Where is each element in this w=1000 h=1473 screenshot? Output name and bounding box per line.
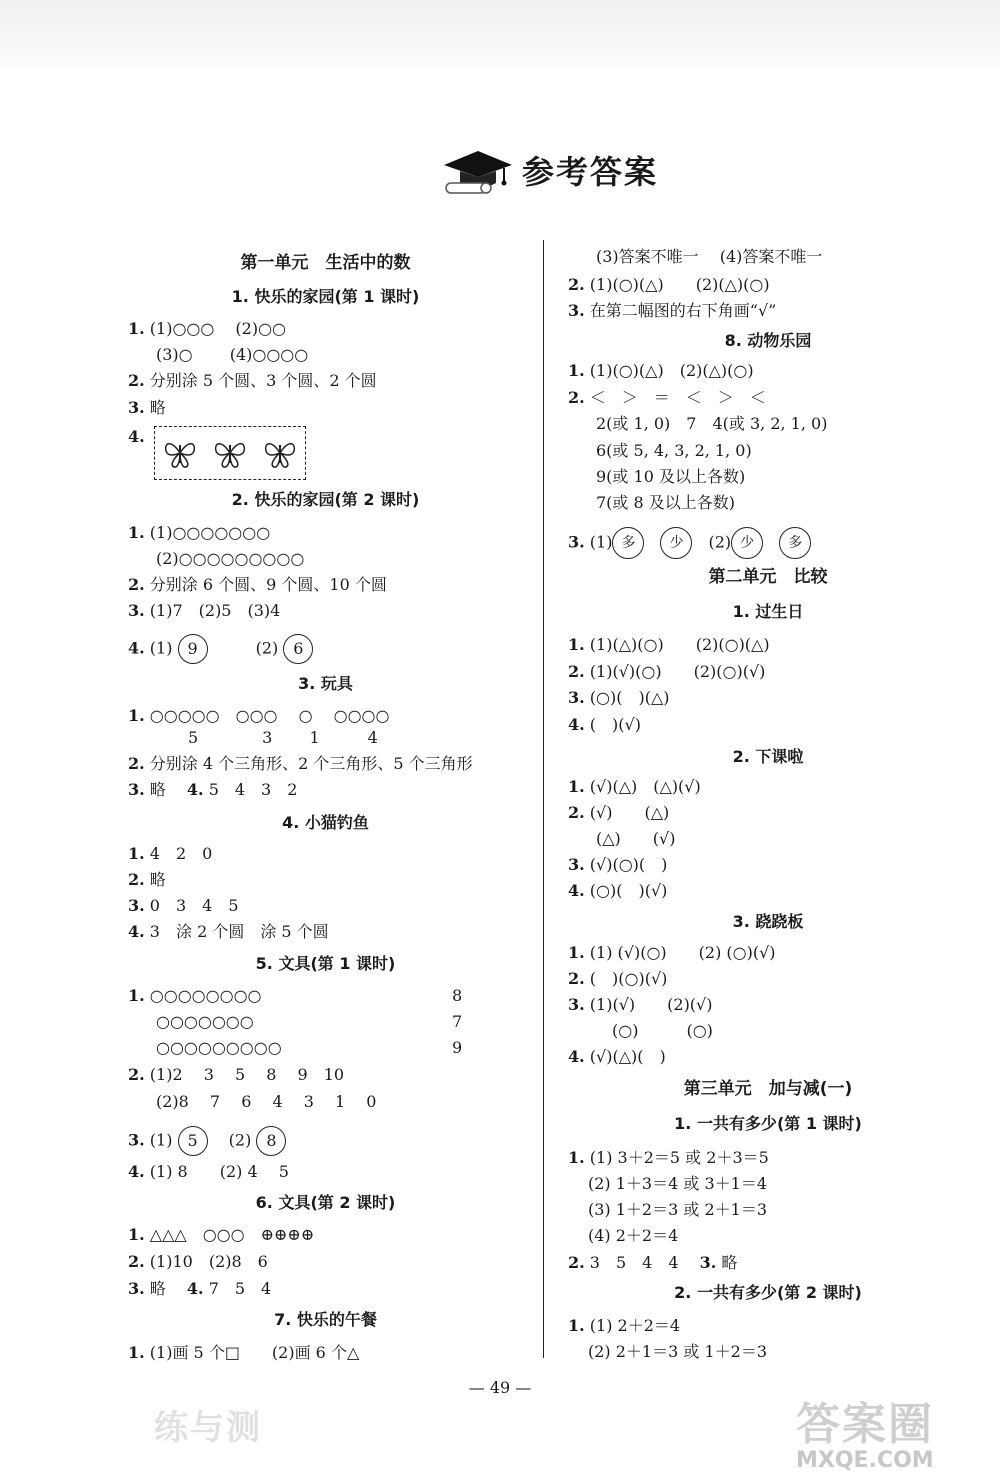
answer-line: 1. (1)画 5 个□ (2)画 6 个△	[128, 1343, 360, 1362]
answer-line: 2. 分别涂 4 个三角形、2 个三角形、5 个三角形	[128, 754, 473, 773]
circled-answer: 少	[660, 527, 692, 559]
answer-line: (2)8 7 6 4 3 1 0	[156, 1092, 377, 1111]
answer-line: 3. (1) 多 少 (2) 少 多	[568, 527, 811, 549]
answer-line: (2) 1＋3＝4 或 3＋1＝4	[588, 1174, 768, 1193]
answer-line: 1. ○○○○○○○○	[128, 986, 262, 1005]
answer-line: 3. (1)(√) (2)(√)	[568, 995, 713, 1014]
answer-line: (2) 2＋1＝3 或 1＋2＝3	[588, 1342, 768, 1361]
section-title: 5. 文具(第 1 课时)	[255, 954, 396, 973]
answer-line: (3) 1＋2＝3 或 2＋1＝3	[588, 1200, 768, 1219]
circled-answer: 8	[256, 1126, 286, 1156]
answer-line: 2. (1)(√)(○) (2)(○)(√)	[568, 662, 766, 681]
answer-line: 3. (√)(○)( )	[568, 855, 668, 874]
watermark-logo	[796, 1388, 934, 1473]
answer-line: 2. 分别涂 5 个圆、3 个圆、2 个圆	[128, 371, 377, 390]
answer-line: 2. (1)(○)(△) (2)(△)(○)	[568, 275, 770, 294]
answer-line: ○○○○○○○	[156, 1012, 254, 1031]
section-title: 1. 过生日	[732, 602, 804, 621]
section-title: 2. 下课啦	[732, 747, 804, 766]
answer-line: 2. 略	[128, 870, 166, 889]
header	[440, 140, 658, 200]
section-title: 1. 快乐的家园(第 1 课时)	[231, 287, 420, 306]
butterfly-box	[154, 426, 306, 480]
section-title: 1. 一共有多少(第 1 课时)	[674, 1114, 862, 1133]
answer-line: 4. (○)( )(√)	[568, 881, 668, 900]
unit-title: 第一单元 生活中的数	[240, 253, 411, 273]
unit-title: 第二单元 比较	[708, 567, 828, 587]
section-title: 2. 快乐的家园(第 2 课时)	[231, 490, 420, 509]
answer-line: (2)○○○○○○○○○	[156, 549, 305, 568]
answer-line: 1. (1)(△)(○) (2)(○)(△)	[568, 635, 770, 654]
answer-line: 2. ＜ ＞ ＝ ＜ ＞ ＜	[568, 388, 766, 407]
butterfly-icon	[163, 437, 197, 469]
answer-line: (△) (√)	[596, 829, 676, 848]
answer-line: 1. (√)(△) (△)(√)	[568, 777, 701, 796]
answer-line: 5 3 1 4	[156, 728, 378, 747]
answer-line: 4.	[128, 427, 145, 446]
section-title: 7. 快乐的午餐	[274, 1310, 377, 1329]
answer-line: 1. (1) 3＋2＝5 或 2＋3＝5	[568, 1148, 769, 1167]
answer-line: 1. △△△ ○○○ ⊕⊕⊕⊕	[128, 1225, 315, 1244]
answer-line: 9(或 10 及以上各数)	[596, 467, 746, 486]
watermark-left: 练与测	[154, 1408, 262, 1448]
unit-title: 第三单元 加与减(一)	[683, 1079, 853, 1099]
answer-line: 7(或 8 及以上各数)	[596, 493, 736, 512]
butterfly-icon	[213, 437, 247, 469]
section-title: 4. 小猫钓鱼	[282, 813, 369, 832]
answer-line: 2. 分别涂 6 个圆、9 个圆、10 个圆	[128, 575, 387, 594]
answer-line: 1. (1) 2＋2＝4	[568, 1316, 681, 1335]
answer-line: 2. (√) (△)	[568, 803, 670, 822]
column-divider	[543, 240, 544, 1358]
butterfly-icon	[263, 437, 297, 469]
answer-line: 4. 3 涂 2 个圆 涂 5 个圆	[128, 922, 329, 941]
watermark-text: 答案圈	[796, 1399, 934, 1450]
answer-line: 2. (1)2 3 5 8 9 10	[128, 1065, 345, 1084]
circled-answer: 5	[178, 1126, 208, 1156]
section-title: 2. 一共有多少(第 2 课时)	[674, 1283, 862, 1302]
answer-line: (3)答案不唯一 (4)答案不唯一	[596, 247, 823, 266]
answer-line: 1. (1) (√)(○) (2) (○)(√)	[568, 943, 776, 962]
graduation-cap-icon	[440, 143, 514, 197]
answer-line: 3. 略	[128, 398, 166, 417]
page-title: 参考答案	[522, 153, 659, 191]
answer-line: 3. 略 4. 7 5 4	[128, 1279, 272, 1298]
watermark-url: MXQE.COM	[796, 1448, 934, 1473]
answer-line: 4. (1) 9 (2) 6	[128, 634, 313, 656]
answer-line: 2. (1)10 (2)8 6	[128, 1252, 268, 1271]
answer-line: 1. 4 2 0	[128, 844, 213, 863]
answer-line: 4. ( )(√)	[568, 715, 641, 734]
circled-answer: 多	[779, 527, 811, 559]
answer-line: 1. ○○○○○ ○○○ ○ ○○○○	[128, 706, 390, 725]
answer-line: 2. ( )(○)(√)	[568, 969, 668, 988]
circled-answer: 少	[731, 527, 763, 559]
answer-line: 3. 略 4. 5 4 3 2	[128, 780, 298, 799]
answer-line: 4. (√)(△)( )	[568, 1047, 666, 1066]
page-number: — 49 —	[468, 1378, 532, 1397]
answer-line: (3)○ (4)○○○○	[156, 345, 309, 364]
answer-line: 2. 3 5 4 4 3. 略	[568, 1253, 738, 1272]
section-title: 3. 跷跷板	[732, 912, 804, 931]
circled-answer: 9	[178, 634, 208, 664]
section-title: 8. 动物乐园	[724, 331, 812, 350]
answer-line: 1. (1)○○○ (2)○○	[128, 319, 287, 338]
count-value: 8	[452, 986, 463, 1005]
answer-line: (○) (○)	[596, 1021, 713, 1040]
count-value: 7	[452, 1012, 463, 1031]
answer-line: 1. (1)(○)(△) (2)(△)(○)	[568, 361, 754, 380]
answer-line: 2(或 1, 0) 7 4(或 3, 2, 1, 0)	[596, 414, 828, 433]
section-title: 6. 文具(第 2 课时)	[255, 1193, 396, 1212]
circled-answer: 6	[283, 634, 313, 664]
answer-line: 4. (1) 8 (2) 4 5	[128, 1162, 289, 1181]
scan-top-band	[0, 0, 1000, 70]
answer-line: (4) 2＋2＝4	[588, 1226, 679, 1245]
circled-answer: 多	[612, 527, 644, 559]
answer-line: 3. (1)7 (2)5 (3)4	[128, 601, 281, 620]
answer-line: 3. 在第二幅图的右下角画“√”	[568, 301, 777, 320]
section-title: 3. 玩具	[298, 674, 353, 693]
answer-line: 3. 0 3 4 5	[128, 896, 239, 915]
count-value: 9	[452, 1038, 463, 1057]
answer-line: 1. (1)○○○○○○○	[128, 523, 271, 542]
answer-line: 6(或 5, 4, 3, 2, 1, 0)	[596, 441, 752, 460]
answer-line: 3. (○)( )(△)	[568, 688, 670, 707]
answer-line: ○○○○○○○○○	[156, 1038, 282, 1057]
answer-line: 3. (1) 5 (2) 8	[128, 1126, 286, 1148]
